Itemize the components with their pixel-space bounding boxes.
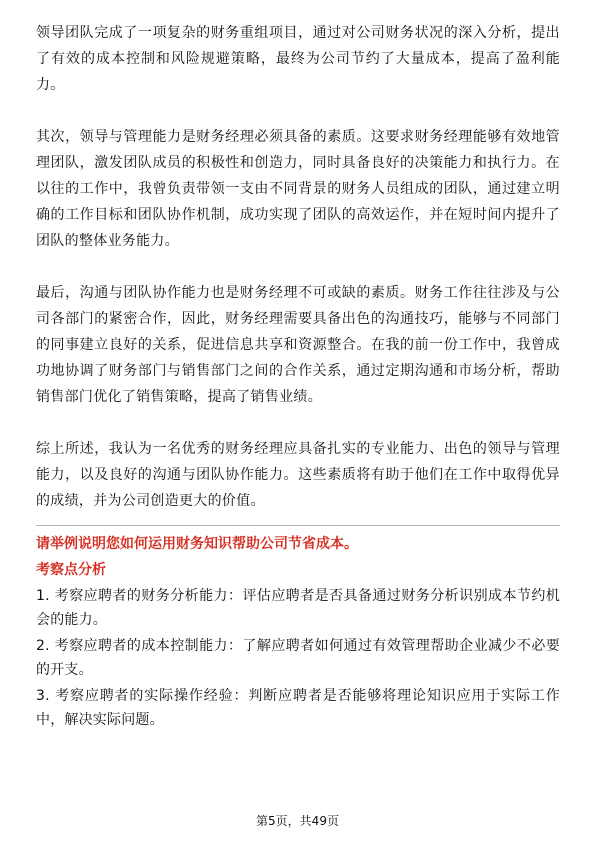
paragraph-gap — [36, 254, 560, 280]
paragraph-communication: 最后，沟通与团队协作能力也是财务经理不可或缺的素质。财务工作往往涉及与公司各部门的紧密合作，因此，财务经理需要具备出色的沟通技巧，能够与不同部门的同事建立良好的关系，促进信息共享和资源整合。在我的前一份工作中，我曾成功地协调了财务部门与销售部门之间的合作关系，通过定期沟通和市场分析，帮助销售部门优化了销售策略，提高了销售业绩。 — [36, 285, 560, 405]
analysis-point: 3. 考察应聘者的实际操作经验：判断应聘者是否能够将理论知识应用于实际工作中，解决实际问题。 — [36, 688, 560, 728]
paragraph-team-project: 领导团队完成了一项复杂的财务重组项目，通过对公司财务状况的深入分析，提出了有效的成本控制和风险规避策略，最终为公司节约了大量成本，提高了盈利能力。 — [36, 25, 560, 93]
interview-question: 请举例说明您如何运用财务知识帮助公司节省成本。 — [36, 536, 358, 552]
analysis-point: 1. 考察应聘者的财务分析能力：评估应聘者是否具备通过财务分析识别成本节约机会的能力。 — [36, 588, 560, 628]
paragraph-leadership: 其次，领导与管理能力是财务经理必须具备的素质。这要求财务经理能够有效地管理团队，激发团队成员的积极性和创造力，同时具备良好的决策能力和执行力。在以往的工作中，我曾负责带领一支由不同背景的财务人员组成的团队，通过建立明确的工作目标和团队协作机制，成功实现了团队的高效运作，并在短时间内提升了团队的整体业务能力。 — [36, 129, 560, 249]
analysis-heading: 考察点分析 — [36, 562, 106, 578]
page-content — [36, 20, 560, 732]
section-divider — [36, 525, 560, 526]
paragraph-gap — [36, 98, 560, 124]
paragraph-gap — [36, 410, 560, 436]
analysis-point: 2. 考察应聘者的成本控制能力：了解应聘者如何通过有效管理帮助企业减少不必要的开支。 — [36, 638, 560, 678]
paragraph-summary: 综上所述，我认为一名优秀的财务经理应具备扎实的专业能力、出色的领导与管理能力，以及良好的沟通与团队协作能力。这些素质将有助于他们在工作中取得优异的成绩，并为公司创造更大的价值。 — [36, 441, 560, 509]
page-number-footer: 第5页，共49页 — [256, 814, 339, 828]
